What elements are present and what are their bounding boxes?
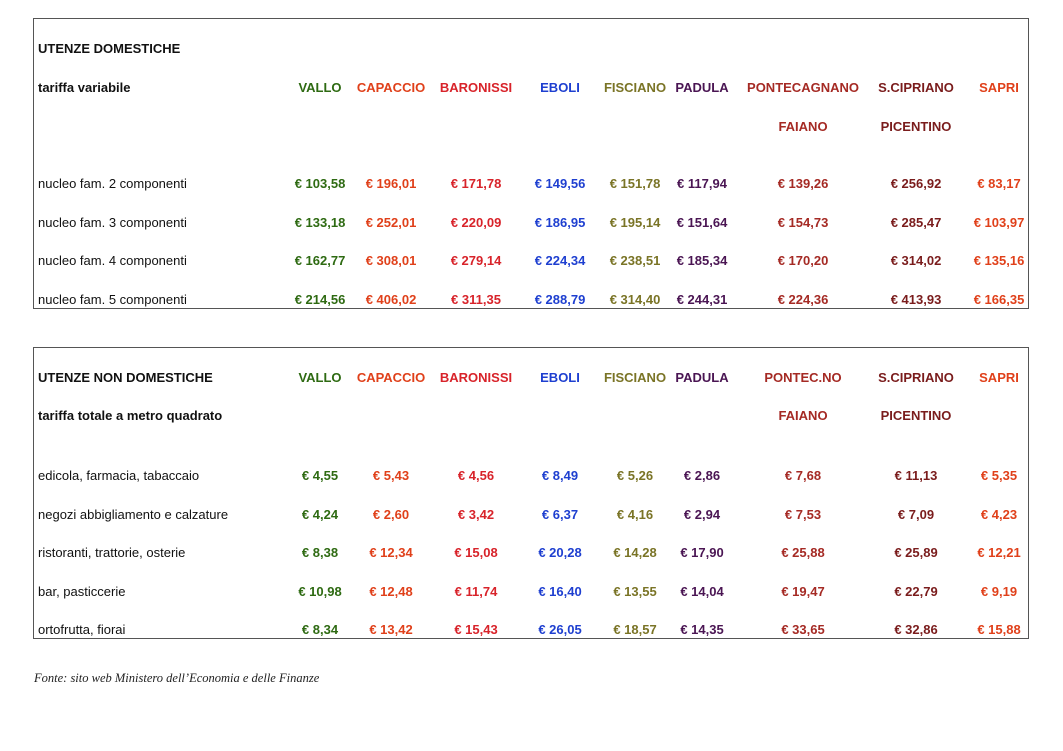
column-header-pontecagnano: PONTECAGNANO	[747, 80, 859, 95]
table-cell-scipriano: € 413,93	[890, 291, 942, 307]
domestic-table	[33, 18, 1029, 309]
table-cell-sapri: € 12,21	[977, 545, 1021, 560]
table-cell-pontecagnano: € 7,68	[784, 468, 822, 483]
table-cell-eboli: € 26,05	[538, 622, 582, 637]
table-cell-eboli: € 149,56	[534, 176, 586, 191]
table-cell-capaccio: € 13,42	[369, 622, 413, 637]
row-label: negozi abbigliamento e calzature	[38, 506, 229, 522]
table-cell-baronissi: € 171,78	[450, 176, 502, 191]
table-cell-capaccio: € 5,43	[372, 468, 410, 483]
column-header-sapri: SAPRI	[979, 370, 1019, 385]
domestic-subtitle: tariffa variabile	[38, 80, 131, 95]
table-cell-scipriano: € 314,02	[890, 253, 942, 268]
table-cell-eboli: € 224,34	[534, 253, 586, 268]
table-cell-sapri: € 166,35	[973, 291, 1025, 307]
table-cell-scipriano: € 11,13	[894, 468, 938, 483]
table-cell-fisciano: € 314,40	[609, 291, 661, 307]
column-header-line2-scipriano: PICENTINO	[880, 408, 952, 423]
row-label: nucleo fam. 5 componenti	[38, 291, 187, 307]
table-cell-vallo: € 4,55	[301, 468, 339, 483]
column-header-baronissi: BARONISSI	[439, 80, 513, 95]
table-cell-baronissi: € 220,09	[450, 214, 502, 230]
table-cell-eboli: € 6,37	[541, 506, 579, 522]
table-cell-padula: € 14,35	[680, 622, 724, 637]
column-header-scipriano: S.CIPRIANO	[878, 370, 954, 385]
table-cell-capaccio: € 12,34	[369, 545, 413, 560]
table-cell-vallo: € 162,77	[294, 253, 346, 268]
table-cell-sapri: € 103,97	[973, 214, 1025, 230]
table-cell-vallo: € 214,56	[294, 291, 346, 307]
table-cell-pontecagnano: € 139,26	[777, 176, 829, 191]
table-cell-padula: € 244,31	[676, 291, 728, 307]
table-cell-scipriano: € 25,89	[894, 545, 938, 560]
table-cell-sapri: € 4,23	[980, 506, 1018, 522]
table-cell-scipriano: € 32,86	[894, 622, 938, 637]
column-header-line2-pontecagnano: FAIANO	[778, 408, 828, 423]
table-cell-sapri: € 9,19	[980, 583, 1018, 599]
table-cell-capaccio: € 252,01	[365, 214, 417, 230]
table-cell-padula: € 2,86	[683, 468, 721, 483]
table-cell-pontecagnano: € 33,65	[781, 622, 825, 637]
table-cell-fisciano: € 18,57	[613, 622, 657, 637]
column-header-line2-pontecagnano: FAIANO	[778, 119, 828, 134]
table-cell-scipriano: € 285,47	[890, 214, 942, 230]
table-cell-scipriano: € 256,92	[890, 176, 942, 191]
table-cell-pontecagnano: € 25,88	[781, 545, 825, 560]
table-cell-vallo: € 8,38	[301, 545, 339, 560]
table-cell-baronissi: € 15,43	[454, 622, 498, 637]
non-domestic-table	[33, 347, 1029, 639]
column-header-pontecagnano: PONTEC.NO	[764, 370, 842, 385]
table-cell-baronissi: € 311,35	[451, 291, 501, 307]
column-header-capaccio: CAPACCIO	[356, 80, 426, 95]
table-cell-sapri: € 135,16	[973, 253, 1025, 268]
column-header-scipriano: S.CIPRIANO	[878, 80, 954, 95]
row-label: nucleo fam. 4 componenti	[38, 253, 187, 268]
table-cell-baronissi: € 15,08	[454, 545, 498, 560]
table-cell-sapri: € 5,35	[980, 468, 1018, 483]
table-cell-scipriano: € 7,09	[897, 506, 935, 522]
table-cell-padula: € 117,94	[677, 176, 727, 191]
row-label: ortofrutta, fiorai	[38, 622, 126, 637]
table-cell-fisciano: € 238,51	[609, 253, 661, 268]
table-cell-fisciano: € 13,55	[613, 583, 657, 599]
column-header-fisciano: FISCIANO	[603, 370, 667, 385]
column-header-sapri: SAPRI	[979, 80, 1019, 95]
table-cell-pontecagnano: € 7,53	[784, 506, 822, 522]
table-cell-pontecagnano: € 154,73	[777, 214, 829, 230]
table-cell-eboli: € 186,95	[534, 214, 586, 230]
domestic-title: UTENZE DOMESTICHE	[38, 41, 181, 56]
table-cell-eboli: € 16,40	[538, 583, 582, 599]
column-header-line2-scipriano: PICENTINO	[880, 119, 952, 134]
row-label: ristoranti, trattorie, osterie	[38, 545, 186, 560]
table-cell-vallo: € 8,34	[301, 622, 339, 637]
table-cell-baronissi: € 4,56	[457, 468, 495, 483]
table-cell-fisciano: € 195,14	[609, 214, 661, 230]
table-cell-padula: € 14,04	[680, 583, 724, 599]
row-label: bar, pasticcerie	[38, 583, 126, 599]
table-cell-sapri: € 15,88	[977, 622, 1021, 637]
column-header-baronissi: BARONISSI	[439, 370, 513, 385]
table-cell-vallo: € 133,18	[294, 214, 346, 230]
column-header-eboli: EBOLI	[540, 80, 580, 95]
table-cell-capaccio: € 406,02	[365, 291, 417, 307]
table-cell-padula: € 185,34	[676, 253, 728, 268]
column-header-fisciano: FISCIANO	[603, 80, 667, 95]
column-header-capaccio: CAPACCIO	[356, 370, 426, 385]
column-header-vallo: VALLO	[298, 370, 342, 385]
table-cell-vallo: € 103,58	[294, 176, 346, 191]
table-cell-pontecagnano: € 224,36	[777, 291, 829, 307]
table-cell-padula: € 2,94	[683, 506, 721, 522]
column-header-eboli: EBOLI	[540, 370, 580, 385]
table-cell-capaccio: € 2,60	[372, 506, 410, 522]
column-header-vallo: VALLO	[298, 80, 342, 95]
table-cell-vallo: € 10,98	[298, 583, 342, 599]
table-cell-vallo: € 4,24	[301, 506, 339, 522]
table-cell-baronissi: € 279,14	[450, 253, 502, 268]
table-cell-capaccio: € 12,48	[369, 583, 413, 599]
row-label: nucleo fam. 3 componenti	[38, 214, 187, 230]
table-cell-eboli: € 8,49	[541, 468, 579, 483]
table-cell-capaccio: € 308,01	[365, 253, 417, 268]
table-cell-fisciano: € 151,78	[609, 176, 661, 191]
non-domestic-title: UTENZE NON DOMESTICHE	[38, 370, 213, 385]
table-cell-eboli: € 288,79	[534, 291, 586, 307]
non-domestic-subtitle: tariffa totale a metro quadrato	[38, 408, 223, 423]
table-cell-baronissi: € 3,42	[457, 506, 495, 522]
table-cell-fisciano: € 5,26	[616, 468, 654, 483]
table-cell-sapri: € 83,17	[977, 176, 1021, 191]
table-cell-fisciano: € 4,16	[616, 506, 654, 522]
table-cell-pontecagnano: € 170,20	[777, 253, 829, 268]
table-cell-padula: € 17,90	[680, 545, 724, 560]
table-cell-pontecagnano: € 19,47	[781, 583, 825, 599]
column-header-padula: PADULA	[675, 80, 729, 95]
table-cell-baronissi: € 11,74	[454, 583, 498, 599]
table-cell-fisciano: € 14,28	[613, 545, 657, 560]
table-cell-eboli: € 20,28	[538, 545, 582, 560]
table-cell-padula: € 151,64	[676, 214, 728, 230]
row-label: edicola, farmacia, tabaccaio	[38, 468, 200, 483]
table-cell-scipriano: € 22,79	[894, 583, 938, 599]
table-cell-capaccio: € 196,01	[365, 176, 417, 191]
source-note: Fonte: sito web Ministero dell’Economia e delle Finanze	[34, 671, 320, 685]
row-label: nucleo fam. 2 componenti	[38, 176, 187, 191]
column-header-padula: PADULA	[675, 370, 729, 385]
